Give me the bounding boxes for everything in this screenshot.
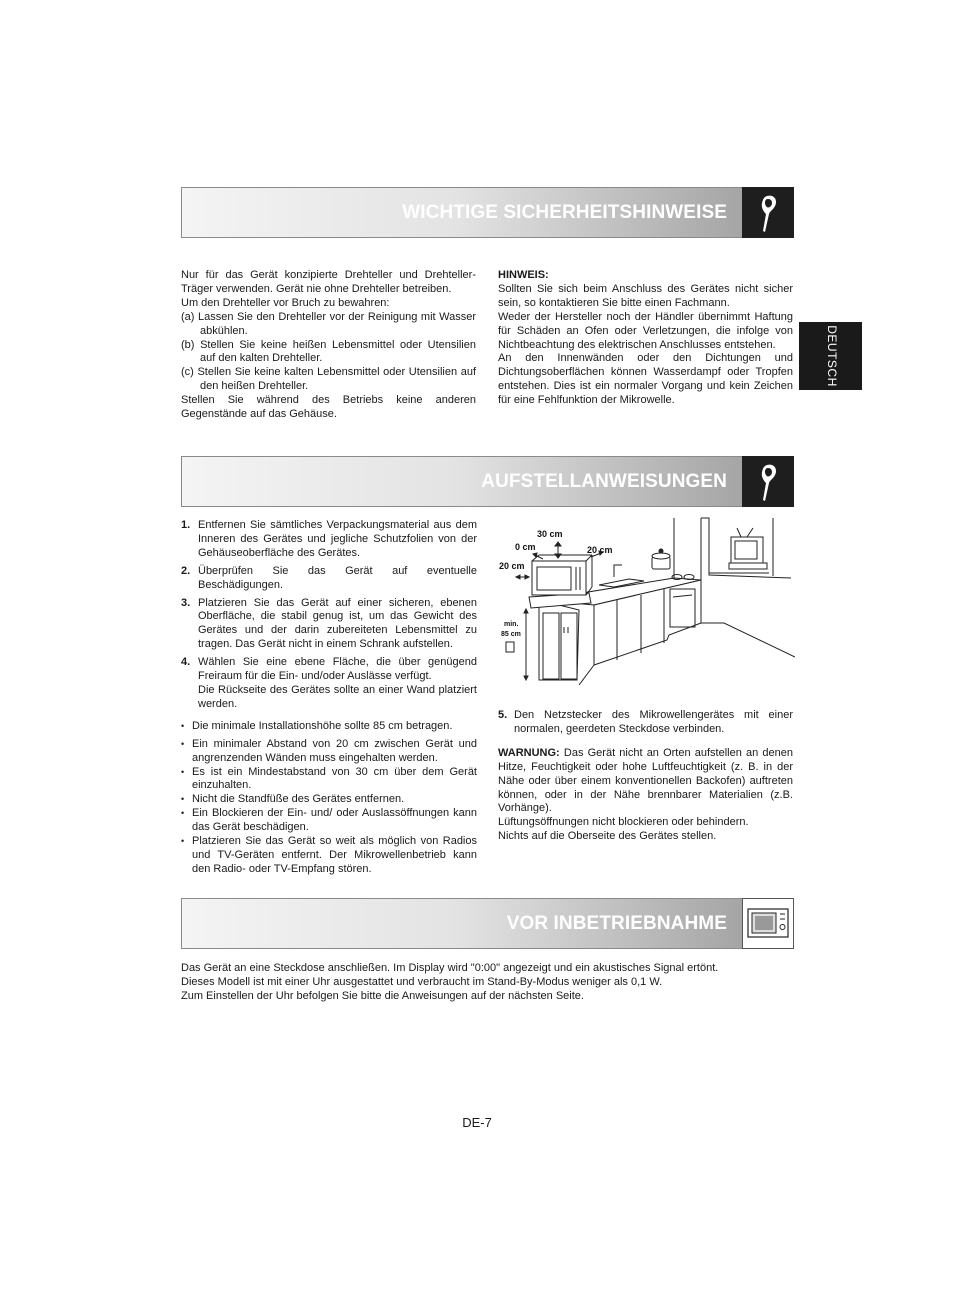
paragraph: Das Gerät an eine Steckdose anschließen. Im Display wird "0:00" angezeigt und ein akustisches Signal ertönt. (181, 962, 719, 974)
note-heading: HINWEIS: (498, 269, 549, 281)
warning-paragraph: WARNUNG: Das Gerät nicht an Orten aufstellen an denen Hitze, Feuchtigkeit oder hohe Luftfeuchtigkeit (z. B. in der Nähe oder über einem konventionellen Backofen) auftreten können, oder in der Nähe brennbarer Materialien (z.B. Vorhänge). (498, 746, 794, 815)
diagram-label-back: 0 cm (515, 542, 536, 552)
paragraph: Nichts auf die Oberseite des Gerätes stellen. (498, 830, 717, 843)
info-icon (742, 456, 794, 507)
list-item: (c) Stellen Sie keine kalten Lebensmittel oder Utensilien auf den heißen Drehteller. (181, 366, 476, 393)
paragraph: An den Innenwänden oder den Dichtungen und Dichtungsoberflächen können Wasserdampf oder Tropfen entstehen. Dies ist ein normaler Vorgang und kein Zeichen für eine Fehlfunktion der Mikrowelle. (498, 352, 793, 407)
list-item: (b) Stellen Sie keine heißen Lebensmittel oder Utensilien auf den kalten Drehteller. (181, 338, 476, 365)
paragraph: Zum Einstellen der Uhr befolgen Sie bitte die Anweisungen auf der nächsten Seite. (181, 989, 584, 1002)
bullet-item: • Ein minimaler Abstand von 20 cm zwischen Gerät und angrenzenden Wänden muss eingehalten werden. (181, 738, 477, 766)
paragraph: Dieses Modell ist mit einer Uhr ausgestattet und verbraucht im Stand-By-Modus weniger als 0,1 W. (181, 975, 663, 988)
list-item: 5. Den Netzstecker des Mikrowellengerätes mit einer normalen, geerdeten Steckdose verbinden. (498, 709, 793, 735)
section-title: WICHTIGE SICHERHEITSHINWEISE (402, 202, 727, 223)
safety-left-column (181, 269, 476, 422)
paragraph: Nur für das Gerät konzipierte Drehteller und Drehteller-Träger verwenden. Gerät nie ohne Drehteller betreiben. (181, 269, 476, 295)
bullet-item: • Die minimale Installationshöhe sollte 85 cm betragen. (181, 720, 477, 734)
section-banner-startup (181, 898, 794, 949)
diagram-label-right: 20 cm (587, 545, 613, 555)
safety-right-column (498, 269, 793, 408)
installation-left-column (181, 519, 477, 877)
list-item: 4. Wählen Sie eine ebene Fläche, die über genügend Freiraum für die Ein- und/oder Auslässe verfügt. Die Rückseite des Gerätes sollte an einer Wand platziert werden. (181, 656, 477, 710)
bullet-item: • Nicht die Standfüße des Gerätes entfernen. (181, 793, 477, 807)
paragraph: Stellen Sie während des Betriebs keine anderen Gegenstände auf das Gehäuse. (181, 394, 476, 421)
startup-text (181, 962, 794, 1004)
diagram-label-min: min. (504, 621, 519, 628)
language-tab-label: DEUTSCH (824, 325, 839, 387)
paragraph: Sollten Sie sich beim Anschluss des Gerätes nicht sicher sein, so kontaktieren Sie bitte einen Fachmann. (498, 282, 793, 309)
paragraph: Um den Drehteller vor Bruch zu bewahren: (181, 296, 390, 309)
language-tab (799, 322, 862, 390)
paragraph: Weder der Hersteller noch der Händler übernimmt Haftung für Schäden an Ofen oder Verletzungen, die infolge von Nichtbeachtung des elektrischen Anschlusses entstehen. (498, 310, 793, 351)
diagram-label-left: 20 cm (499, 561, 525, 571)
list-item: 1. Entfernen Sie sämtliches Verpackungsmaterial aus dem Inneren des Gerätes und jegliche Schutzfolien von der Gehäuseoberfläche des Gerätes. (181, 519, 477, 559)
section-title: VOR INBETRIEBNAHME (506, 913, 727, 934)
bullet-item: • Ein Blockieren der Ein- und/ oder Auslassöffnungen kann das Gerät beschädigen. (181, 807, 477, 835)
section-banner-safety (181, 187, 794, 238)
installation-right-column (498, 709, 793, 844)
section-banner-installation (181, 456, 794, 507)
bullet-item: • Platzieren Sie das Gerät so weit als möglich von Radios und TV-Geräten entfernt. Der Mikrowellenbetrieb kann den Radio- oder TV-Empfang stören. (181, 835, 477, 877)
paragraph: Lüftungsöffnungen nicht blockieren oder behindern. (498, 816, 749, 829)
bullet-item: • Es ist ein Mindestabstand von 30 cm über dem Gerät einzuhalten. (181, 766, 477, 794)
section-title: AUFSTELLANWEISUNGEN (481, 471, 727, 492)
installation-diagram (499, 515, 795, 685)
info-icon (742, 187, 794, 238)
diagram-label-top: 30 cm (537, 529, 563, 539)
list-item: (a) Lassen Sie den Drehteller vor der Reinigung mit Wasser abkühlen. (181, 310, 476, 337)
list-item: 3. Platzieren Sie das Gerät auf einer sicheren, ebenen Oberfläche, die stabil genug ist, um das Gewicht des Gerätes und der darin zubereiteten Lebensmittel zu tragen. Das Gerät nicht in einem Schrank aufstellen. (181, 596, 477, 651)
diagram-label-height: 85 cm (501, 631, 521, 638)
page-number: DE-7 (462, 1115, 492, 1130)
microwave-icon (742, 898, 794, 949)
list-item: 2. Überprüfen Sie das Gerät auf eventuelle Beschädigungen. (181, 564, 477, 591)
